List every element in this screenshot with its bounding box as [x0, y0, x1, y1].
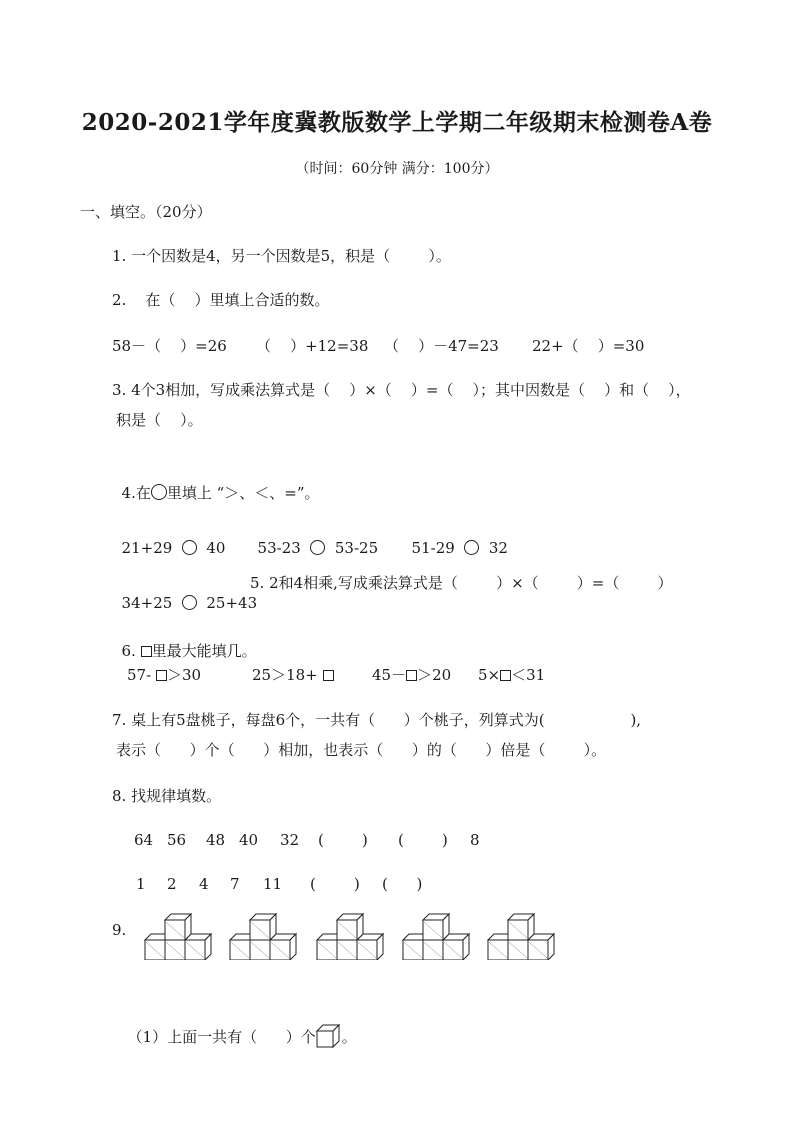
sequence-2-blank[interactable]: ( ) — [310, 875, 360, 893]
cube-stack-1 — [145, 914, 211, 960]
compare-right: 53-25 — [334, 539, 379, 557]
compare-circle-icon[interactable] — [310, 540, 325, 555]
q9-1-text: （1）上面一共有（ ）个 — [127, 1028, 316, 1046]
q6-prefix: 6. — [121, 642, 136, 660]
sequence-2-item: 11 — [263, 875, 283, 893]
q6-item — [372, 665, 451, 685]
section-heading: 一、填空。（20分） — [80, 203, 212, 221]
cube-stack-3 — [317, 914, 383, 960]
q6-item — [127, 665, 201, 685]
q9-1-end: 。 — [341, 1028, 357, 1046]
cube-stack-4 — [403, 914, 469, 960]
compare-left: 34+25 — [121, 594, 173, 612]
square-blank-icon[interactable] — [500, 670, 511, 681]
sequence-1-item: 56 — [167, 831, 187, 849]
q6-instruction: 里最大能填几。 — [151, 642, 257, 660]
question-3-line2: 积是（ ）。 — [116, 411, 203, 429]
sequence-2-item: 4 — [199, 875, 209, 893]
q6-item — [478, 665, 545, 685]
question-5: 5. 2和4相乘,写成乘法算式是（ ）×（ ）=（ ） — [250, 574, 673, 592]
compare-circle-icon[interactable] — [182, 540, 197, 555]
compare-left: 51-29 — [411, 539, 455, 557]
compare-circle-icon[interactable] — [464, 540, 479, 555]
cube-stack-5 — [488, 914, 554, 960]
exam-info: （时间：60分钟 满分：100分） — [295, 161, 499, 177]
sequence-2-item: 2 — [167, 875, 177, 893]
q6-item-post: ＞30 — [166, 666, 202, 684]
question-7-line1: 7. 桌上有5盘桃子，每盘6个，一共有（ ）个桃子，列算式为( ), — [112, 711, 642, 729]
q2-item: （ ）+12=38 — [256, 337, 369, 355]
question-4 — [112, 463, 320, 503]
circle-blank-icon — [151, 484, 167, 500]
q2-item: 58－（ ）=26 — [112, 337, 227, 355]
question-1: 1. 一个因数是4，另一个因数是5，积是（ ）。 — [112, 247, 451, 265]
question-9: 9. — [112, 921, 127, 939]
question-6 — [112, 621, 257, 661]
compare-item — [112, 518, 225, 558]
square-blank-icon[interactable] — [323, 670, 334, 681]
q2-item: （ ）－47=23 — [384, 337, 499, 355]
compare-right: 25+43 — [206, 594, 258, 612]
compare-item — [248, 518, 378, 558]
question-7-line2: 表示（ ）个（ ）相加，也表示（ ）的（ ）倍是（ ）。 — [116, 741, 607, 759]
compare-item — [112, 573, 257, 613]
q6-item-pre: 45－ — [372, 666, 407, 684]
q6-item-post: ＜31 — [511, 666, 546, 684]
q4-instruction: 里填上 “＞、＜、=”。 — [166, 484, 320, 502]
sequence-2-item: 7 — [230, 875, 240, 893]
cube-icon — [316, 1024, 342, 1048]
q6-item-post: ＞20 — [417, 666, 452, 684]
question-9-1 — [118, 1004, 357, 1048]
cube-stack-2 — [230, 914, 296, 960]
square-blank-icon — [141, 646, 152, 657]
question-3-line1: 3. 4个3相加，写成乘法算式是（ ）×（ ）=（ ）；其中因数是（ ）和（ ）， — [112, 381, 691, 399]
q6-item-pre: 57- — [127, 666, 156, 684]
sequence-1-item: 32 — [280, 831, 300, 849]
q4-prefix: 4.在 — [121, 484, 151, 502]
compare-left: 21+29 — [121, 539, 173, 557]
page-title: 2020-2021学年度冀教版数学上学期二年级期末检测卷A卷 — [81, 109, 713, 136]
compare-right: 40 — [206, 539, 226, 557]
compare-right: 32 — [488, 539, 508, 557]
q6-item — [252, 665, 334, 685]
sequence-2-item: 1 — [136, 875, 146, 893]
sequence-1-blank[interactable]: ( ) — [318, 831, 368, 849]
square-blank-icon[interactable] — [156, 670, 167, 681]
sequence-1-item: 48 — [206, 831, 226, 849]
compare-circle-icon[interactable] — [182, 595, 197, 610]
sequence-1-item: 8 — [470, 831, 480, 849]
q6-item-pre: 5× — [478, 666, 501, 684]
q2-item: 22+（ ）=30 — [532, 337, 645, 355]
q6-item-pre: 25＞18+ — [252, 666, 323, 684]
sequence-1-item: 64 — [134, 831, 154, 849]
compare-item — [402, 518, 508, 558]
cube-figures — [140, 910, 560, 960]
sequence-1-blank[interactable]: ( ) — [398, 831, 448, 849]
sequence-1-item: 40 — [239, 831, 259, 849]
question-2: 2. 在（ ）里填上合适的数。 — [112, 291, 330, 309]
compare-left: 53-23 — [257, 539, 301, 557]
question-8: 8. 找规律填数。 — [112, 787, 222, 805]
sequence-2-blank[interactable]: ( ) — [382, 875, 423, 893]
square-blank-icon[interactable] — [406, 670, 417, 681]
